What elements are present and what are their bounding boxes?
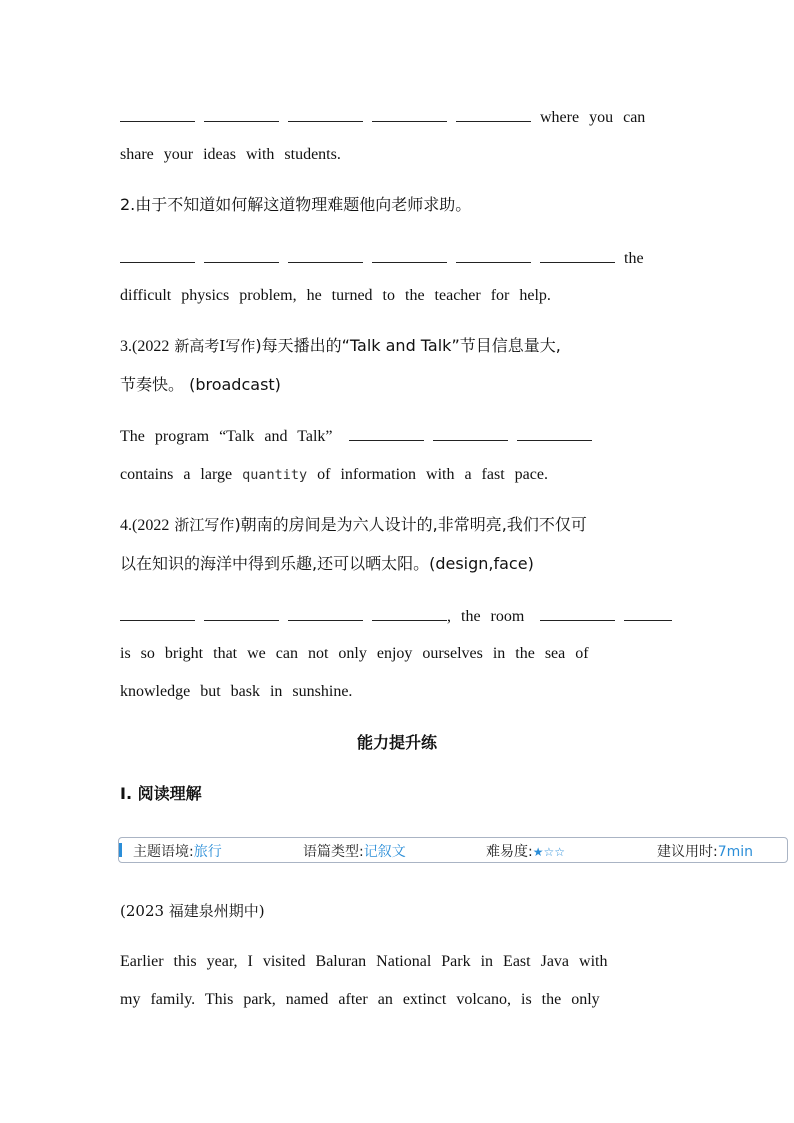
q1-line1-tail: where you can: [540, 109, 646, 126]
section-title: 能力提升练: [356, 733, 437, 752]
q4-number: 4.(2022: [120, 517, 170, 534]
q2-answer-line: [120, 248, 644, 269]
q3-line2-b: of information with a fast pace.: [317, 466, 548, 483]
blank-3[interactable]: [288, 248, 363, 263]
passage-info-bar: [118, 837, 788, 863]
subsection-title: Ⅰ. 阅读理解: [120, 784, 202, 803]
difficulty-stars: ★☆☆: [532, 845, 565, 859]
q3-prompt: [120, 336, 561, 357]
blank-5[interactable]: [456, 248, 531, 263]
type-info: [303, 841, 406, 861]
blank-2[interactable]: [204, 107, 279, 122]
time-label: 建议用时:: [657, 844, 718, 860]
blank-3[interactable]: [288, 606, 363, 621]
blank-4[interactable]: [372, 606, 447, 621]
difficulty-label: 难易度:: [486, 844, 533, 860]
blank-6[interactable]: [624, 606, 672, 621]
theme-info: [133, 841, 222, 861]
q4-line3: knowledge but bask in sunshine.: [120, 683, 353, 700]
q4-prompt-rest: )朝南的房间是为六人设计的,非常明亮,我们不仅可: [234, 515, 587, 534]
accent-bar: [119, 843, 122, 857]
type-value: 记叙文: [363, 844, 406, 860]
q2-line1-tail: the: [624, 250, 644, 267]
passage-line1: Earlier this year, I visited Baluran National Park in East Java with: [120, 953, 608, 970]
q3-prompt-rest: )每天播出的“Talk and Talk”节目信息量大,: [255, 336, 561, 355]
q1-answer-line: [120, 107, 645, 128]
blank-1[interactable]: [349, 426, 424, 441]
blank-2[interactable]: [433, 426, 508, 441]
q3-highlight-word: quantity: [242, 467, 308, 483]
q4-prompt-line2: 以在知识的海洋中得到乐趣,还可以晒太阳。(design,face): [120, 554, 534, 573]
blank-2[interactable]: [204, 606, 279, 621]
blank-4[interactable]: [372, 248, 447, 263]
q1-line2: share your ideas with students.: [120, 146, 341, 163]
passage-source: (2023 福建泉州期中): [120, 902, 265, 920]
blank-2[interactable]: [204, 248, 279, 263]
blank-1[interactable]: [120, 606, 195, 621]
difficulty-info: [486, 841, 565, 861]
q3-answer-head: The program “Talk and Talk”: [120, 428, 333, 445]
passage-line2: my family. This park, named after an extinct volcano, is the only: [120, 991, 600, 1008]
blank-5[interactable]: [540, 606, 615, 621]
blank-3[interactable]: [517, 426, 592, 441]
q3-line2-a: contains a large: [120, 466, 233, 483]
blank-6[interactable]: [540, 248, 615, 263]
q3-line2: [120, 465, 548, 485]
q4-source: 浙江写作: [174, 516, 235, 534]
blank-3[interactable]: [288, 107, 363, 122]
q2-prompt: 2.由于不知道如何解这道物理难题他向老师求助。: [120, 195, 472, 214]
q3-number: 3.(2022: [120, 338, 170, 355]
blank-1[interactable]: [120, 107, 195, 122]
time-value: 7min: [717, 844, 754, 860]
q4-line1-mid: , the room: [447, 608, 525, 625]
q4-line2: is so bright that we can not only enjoy ourselves in the sea of: [120, 645, 589, 662]
blank-4[interactable]: [372, 107, 447, 122]
blank-5[interactable]: [456, 107, 531, 122]
q4-prompt: [120, 515, 587, 536]
q2-line2: difficult physics problem, he turned to the teacher for help.: [120, 287, 551, 304]
q3-answer-line: [120, 426, 601, 447]
theme-value: 旅行: [193, 844, 222, 860]
theme-label: 主题语境:: [133, 844, 194, 860]
type-label: 语篇类型:: [303, 844, 364, 860]
time-info: [657, 841, 753, 861]
blank-1[interactable]: [120, 248, 195, 263]
q4-answer-line: [120, 606, 681, 627]
q3-source: 新高考Ⅰ写作: [174, 337, 256, 355]
q3-prompt-line2: 节奏快。 (broadcast): [120, 375, 281, 394]
